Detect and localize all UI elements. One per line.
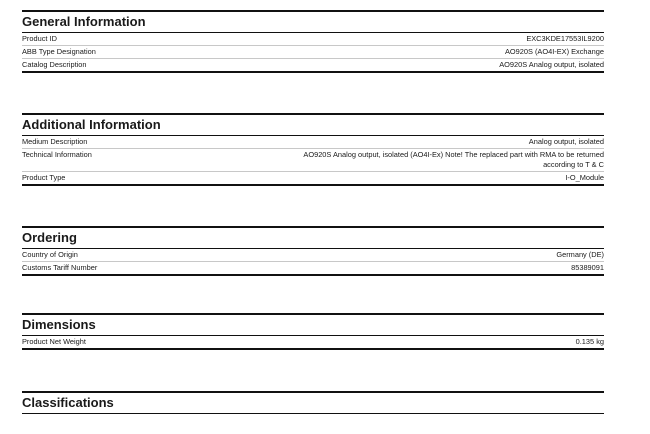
section-classifications <box>22 391 604 414</box>
section-title: Additional Information <box>22 113 604 136</box>
section-dimensions <box>22 313 604 350</box>
section-title: General Information <box>22 10 604 33</box>
row-label: Product Net Weight <box>22 337 86 346</box>
row-label: Product ID <box>22 34 57 43</box>
row-value: Germany (DE) <box>556 250 604 259</box>
section-general-information <box>22 10 604 73</box>
table-row <box>22 172 604 186</box>
table-row <box>22 46 604 59</box>
section-title: Classifications <box>22 391 604 414</box>
section-title: Dimensions <box>22 313 604 336</box>
row-value: AO920S Analog output, isolated <box>499 60 604 69</box>
row-value: 85389091 <box>571 263 604 272</box>
row-label: Medium Description <box>22 137 88 146</box>
table-row <box>22 262 604 276</box>
row-value: 0.135 kg <box>575 337 604 346</box>
row-label: Catalog Description <box>22 60 87 69</box>
row-value: EXC3KDE17553IL9200 <box>526 34 604 43</box>
row-value: Analog output, isolated <box>528 137 604 146</box>
row-label: Customs Tariff Number <box>22 263 98 272</box>
table-row <box>22 149 604 172</box>
table-row <box>22 59 604 73</box>
section-additional-information <box>22 113 604 186</box>
row-value: AO920S Analog output, isolated (AO4I-Ex) Note! The replaced part with RMA to be returned according to T & C <box>303 150 604 169</box>
row-value: AO920S (AO4I-EX) Exchange <box>504 47 604 56</box>
row-label: Product Type <box>22 173 66 182</box>
section-ordering <box>22 226 604 276</box>
row-label: Country of Origin <box>22 250 78 259</box>
row-label: Technical Information <box>22 150 92 159</box>
section-title: Ordering <box>22 226 604 249</box>
table-row <box>22 336 604 350</box>
row-label: ABB Type Designation <box>22 47 96 56</box>
table-row <box>22 249 604 262</box>
row-value: I-O_Module <box>565 173 604 182</box>
table-row <box>22 33 604 46</box>
table-row <box>22 136 604 149</box>
